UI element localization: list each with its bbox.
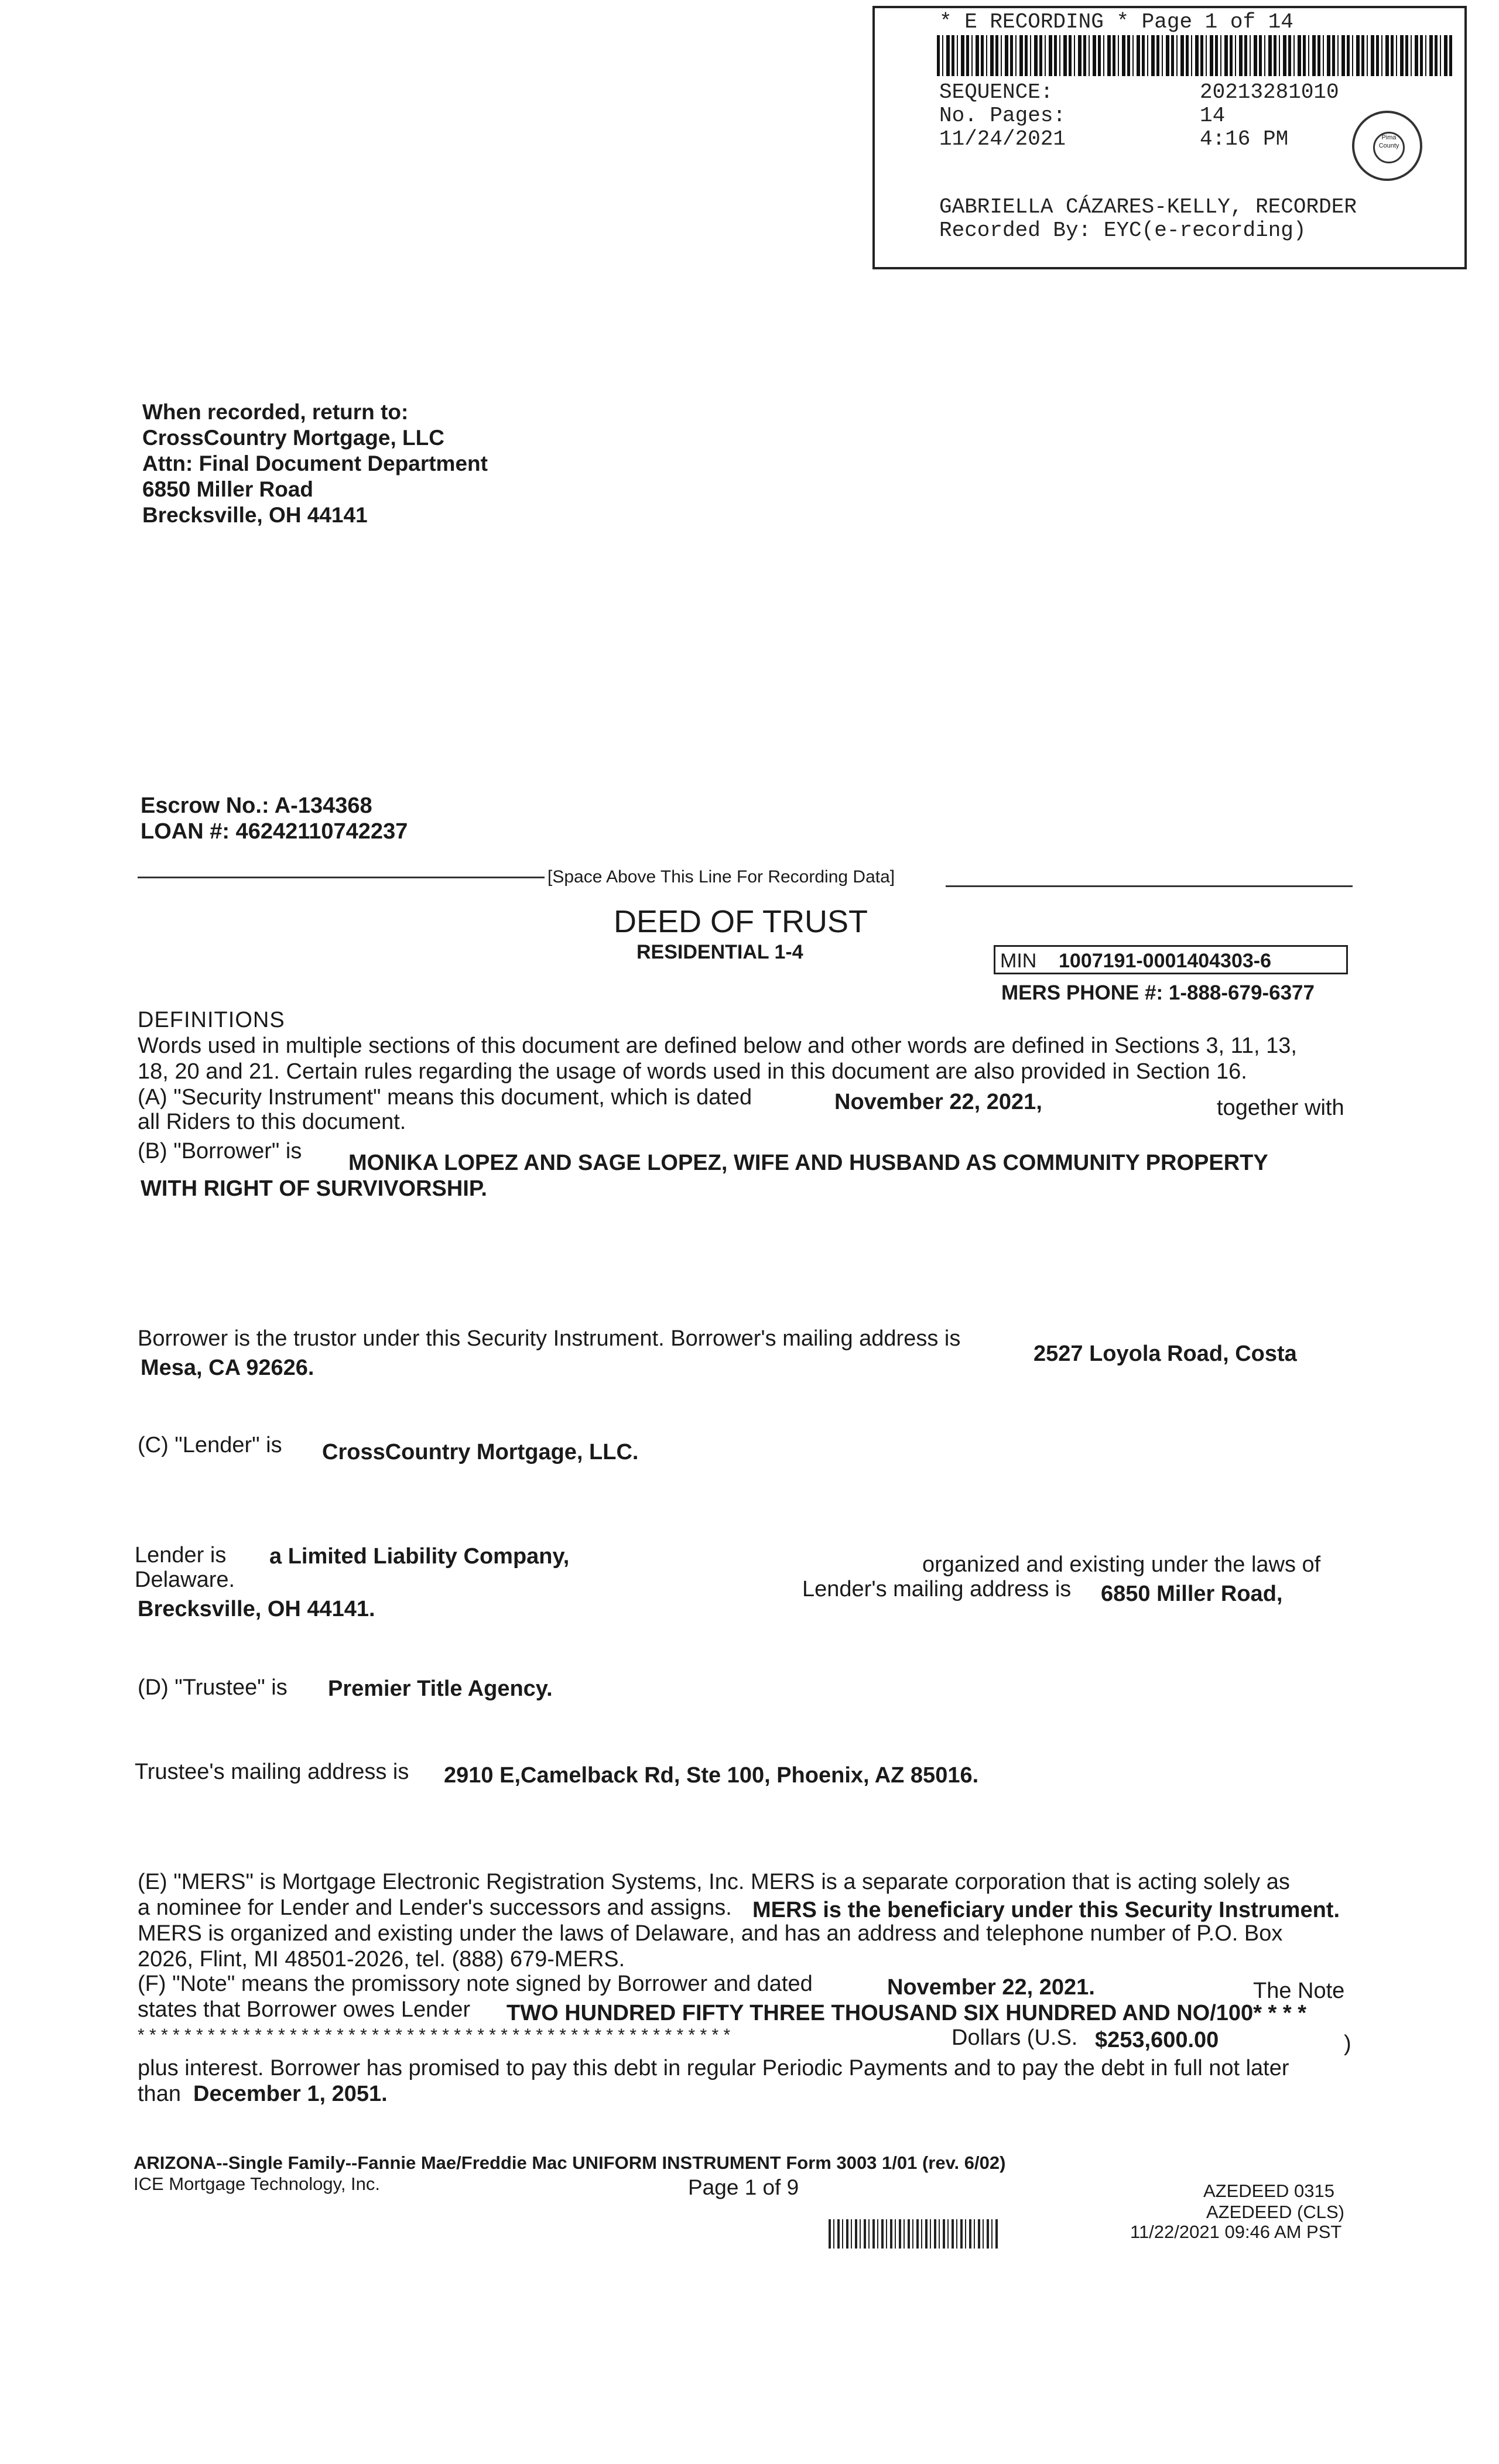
lender-address: 6850 Miller Road, xyxy=(1101,1582,1283,1606)
trustor-address: 2527 Loyola Road, Costa xyxy=(1033,1341,1297,1366)
footer-barcode xyxy=(829,2219,998,2249)
trustor-text: Borrower is the trustor under this Security Instrument. Borrower's mailing address is xyxy=(138,1326,961,1351)
separator-left xyxy=(138,877,545,878)
lender-type: a Limited Liability Company, xyxy=(269,1544,570,1569)
note-asterisks: * * * * * * * * * * * * * * * * * * * * * * * * * * * * * * * * * * * * * * * * * * * * * * * * * * * xyxy=(138,2025,731,2045)
return-to-heading: When recorded, return to: xyxy=(142,400,409,424)
lender-is: Lender is xyxy=(135,1543,227,1568)
note-amount-words: TWO HUNDRED FIFTY THREE THOUSAND SIX HUNDRED AND NO/100* * * * xyxy=(506,2001,1307,2025)
def-f-text: (F) "Note" means the promissory note signed by Borrower and dated xyxy=(138,1972,813,1996)
def-b-text: (B) "Borrower" is xyxy=(138,1139,302,1163)
def-e-line4: 2026, Flint, MI 48501-2026, tel. (888) 679-MERS. xyxy=(138,1947,625,1972)
def-a-date: November 22, 2021, xyxy=(834,1090,1042,1114)
lender-name: CrossCountry Mortgage, LLC. xyxy=(322,1440,639,1464)
return-to-street: 6850 Miller Road xyxy=(142,477,314,501)
trustor-address-2: Mesa, CA 92626. xyxy=(141,1356,314,1380)
lender-state: Delaware. xyxy=(135,1568,235,1592)
organized-text: organized and existing under the laws of xyxy=(922,1552,1321,1577)
definitions-intro-1: Words used in multiple sections of this document are defined below and other words are defined in Sections 3, 11, 13, xyxy=(138,1033,1297,1058)
trustee-mailing-label: Trustee's mailing address is xyxy=(135,1760,409,1784)
escrow-number: Escrow No.: A-134368 xyxy=(141,793,372,818)
pages-label: No. Pages: xyxy=(939,104,1066,128)
form-code-2: AZEDEED (CLS) xyxy=(1206,2202,1344,2222)
stamp-header: * E RECORDING * Page 1 of 14 xyxy=(939,10,1293,34)
sequence-value: 20213281010 xyxy=(1200,80,1339,104)
def-a-line2: all Riders to this document. xyxy=(138,1110,406,1134)
def-e-line1: (E) "MERS" is Mortgage Electronic Registration Systems, Inc. MERS is a separate corporation that is acting solely as xyxy=(138,1870,1290,1894)
document-title: DEED OF TRUST xyxy=(614,904,868,939)
vendor-name: ICE Mortgage Technology, Inc. xyxy=(134,2174,381,2194)
document-subtitle: RESIDENTIAL 1-4 xyxy=(636,941,803,963)
barcode xyxy=(937,35,1452,76)
lender-city: Brecksville, OH 44141. xyxy=(138,1597,375,1621)
note-amount: $253,600.00 xyxy=(1095,2028,1219,2052)
loan-number: LOAN #: 46242110742237 xyxy=(141,819,408,844)
def-b-names: MONIKA LOPEZ AND SAGE LOPEZ, WIFE AND HUSBAND AS COMMUNITY PROPERTY xyxy=(348,1151,1268,1175)
definitions-intro-2: 18, 20 and 21. Certain rules regarding the usage of words used in this document are also provided in Section 16. xyxy=(138,1059,1247,1084)
seal-text: Pima County xyxy=(1373,132,1405,163)
maturity-date: December 1, 2051. xyxy=(193,2082,388,2106)
sequence-label: SEQUENCE: xyxy=(939,80,1053,104)
note-dollars-label: Dollars (U.S. xyxy=(952,2025,1078,2050)
pages-value: 14 xyxy=(1200,104,1226,128)
note-paren: ) xyxy=(1344,2031,1351,2056)
trustee-address: 2910 E,Camelback Rd, Ste 100, Phoenix, AZ 85016. xyxy=(444,1763,979,1788)
def-f-tail: The Note xyxy=(1253,1979,1345,2003)
recorder-name: GABRIELLA CÁZARES-KELLY, RECORDER xyxy=(939,195,1357,219)
recorded-by: Recorded By: EYC(e-recording) xyxy=(939,218,1306,242)
def-b-names-2: WITH RIGHT OF SURVIVORSHIP. xyxy=(141,1176,487,1201)
separator-right xyxy=(946,885,1353,887)
space-above-note: [Space Above This Line For Recording Data] xyxy=(547,867,895,887)
return-to-attn: Attn: Final Document Department xyxy=(142,451,488,475)
footer-timestamp: 11/22/2021 09:46 AM PST xyxy=(1130,2222,1342,2242)
form-code-1: AZEDEED 0315 xyxy=(1203,2181,1334,2201)
def-f-line2: states that Borrower owes Lender xyxy=(138,1997,471,2022)
form-line: ARIZONA--Single Family--Fannie Mae/Freddie Mac UNIFORM INSTRUMENT Form 3003 1/01 (rev. 6/02) xyxy=(134,2152,1006,2173)
def-d-text: (D) "Trustee" is xyxy=(138,1675,288,1700)
record-time: 4:16 PM xyxy=(1200,127,1289,151)
lender-mailing-label: Lender's mailing address is xyxy=(802,1577,1072,1601)
min-label: MIN xyxy=(1000,950,1037,972)
trustee-name: Premier Title Agency. xyxy=(328,1676,553,1701)
mers-phone: MERS PHONE #: 1-888-679-6377 xyxy=(1001,981,1315,1004)
def-e-line3: MERS is organized and existing under the laws of Delaware, and has an address and telephone number of P.O. Box xyxy=(138,1921,1283,1946)
def-e-line2b: MERS is the beneficiary under this Security Instrument. xyxy=(752,1898,1340,1922)
min-box xyxy=(994,945,1348,974)
return-to-city: Brecksville, OH 44141 xyxy=(142,503,368,527)
def-c-text: (C) "Lender" is xyxy=(138,1433,282,1457)
def-e-line2a: a nominee for Lender and Lender's successors and assigns. xyxy=(138,1895,732,1920)
def-a-tail: together with xyxy=(1217,1096,1344,1120)
def-f-line4: plus interest. Borrower has promised to pay this debt in regular Periodic Payments and to pay the debt in full not later xyxy=(138,2056,1289,2080)
return-to-company: CrossCountry Mortgage, LLC xyxy=(142,426,444,450)
def-a-text: (A) "Security Instrument" means this document, which is dated xyxy=(138,1085,752,1110)
page-number: Page 1 of 9 xyxy=(688,2175,799,2199)
min-value: 1007191-0001404303-6 xyxy=(1059,950,1272,972)
record-date: 11/24/2021 xyxy=(939,127,1066,151)
definitions-heading: DEFINITIONS xyxy=(138,1008,285,1032)
note-date: November 22, 2021. xyxy=(887,1975,1095,2000)
county-seal-icon xyxy=(1352,111,1422,181)
recording-stamp xyxy=(872,6,1467,269)
def-f-line5a: than xyxy=(138,2082,181,2106)
